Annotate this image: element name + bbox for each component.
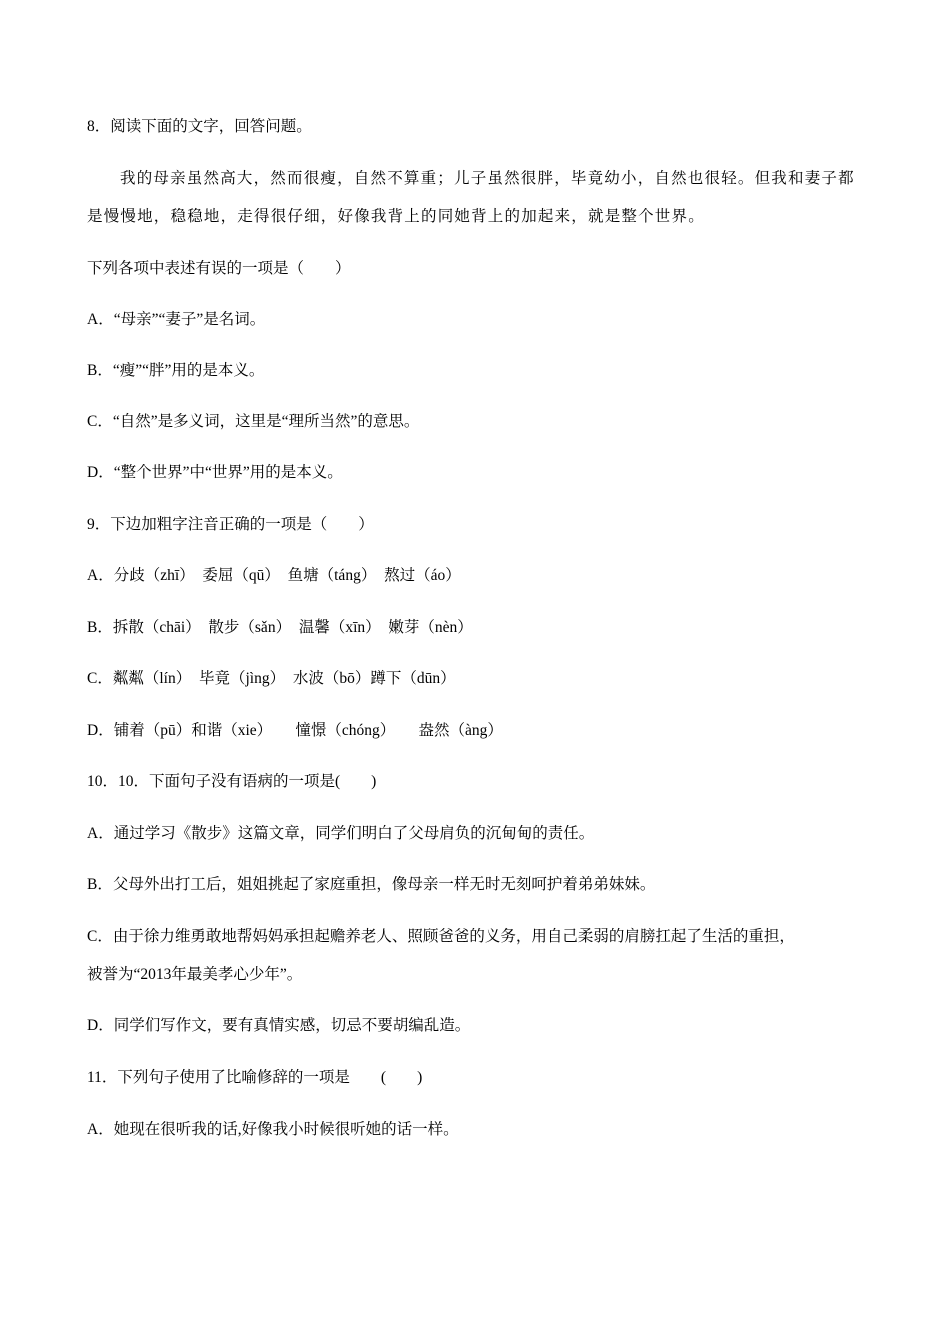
q11-option-a: A．她现在很听我的话,好像我小时候很听她的话一样。 — [87, 1121, 459, 1138]
q8-passage-line-1: 我的母亲虽然高大，然而很瘦，自然不算重；儿子虽然很胖，毕竟幼小，自然也很轻。但我和妻子都 — [120, 170, 855, 187]
q11-title: 11．下列句子使用了比喻修辞的一项是 ( ) — [87, 1069, 423, 1086]
q10-option-c: C．由于徐力维勇敢地帮妈妈承担起赡养老人、照顾爸爸的义务，用自己柔弱的肩膀扛起了生活的重担， — [87, 928, 795, 945]
q9-title: 9．下边加粗字注音正确的一项是（ ） — [87, 516, 374, 533]
q10-option-c-line-2: 被誉为“2013年最美孝心少年”。 — [87, 966, 303, 983]
q10-title: 10．10．下面句子没有语病的一项是( ) — [87, 773, 377, 790]
q8-passage-line-2: 是慢慢地，稳稳地，走得很仔细，好像我背上的同她背上的加起来，就是整个世界。 — [87, 208, 705, 225]
q9-option-d: D．铺着（pū）和谐（xie） 憧憬（chóng） 盎然（àng） — [87, 722, 503, 739]
q8-stem: 下列各项中表述有误的一项是（ ） — [87, 260, 351, 277]
q8-title: 8．阅读下面的文字，回答问题。 — [87, 118, 312, 135]
q8-option-c: C．“自然”是多义词，这里是“理所当然”的意思。 — [87, 413, 420, 430]
q10-option-d: D．同学们写作文，要有真情实感，切忌不要胡编乱造。 — [87, 1017, 471, 1034]
q8-option-a: A．“母亲”“妻子”是名词。 — [87, 311, 266, 328]
q8-option-b: B．“瘦”“胖”用的是本义。 — [87, 362, 265, 379]
q9-option-a: A．分歧（zhī） 委屈（qū） 鱼塘（táng） 熬过（áo） — [87, 567, 461, 584]
q9-option-b: B．拆散（chāi） 散步（sǎn） 温馨（xīn） 嫩芽（nèn） — [87, 619, 473, 636]
q9-option-c: C．粼粼（lín） 毕竟（jìng） 水波（bō）蹲下（dūn） — [87, 670, 456, 687]
q8-option-d: D．“整个世界”中“世界”用的是本义。 — [87, 464, 343, 481]
q10-option-a: A．通过学习《散步》这篇文章，同学们明白了父母肩负的沉甸甸的责任。 — [87, 825, 595, 842]
q10-option-b: B．父母外出打工后，姐姐挑起了家庭重担，像母亲一样无时无刻呵护着弟弟妹妹。 — [87, 876, 656, 893]
